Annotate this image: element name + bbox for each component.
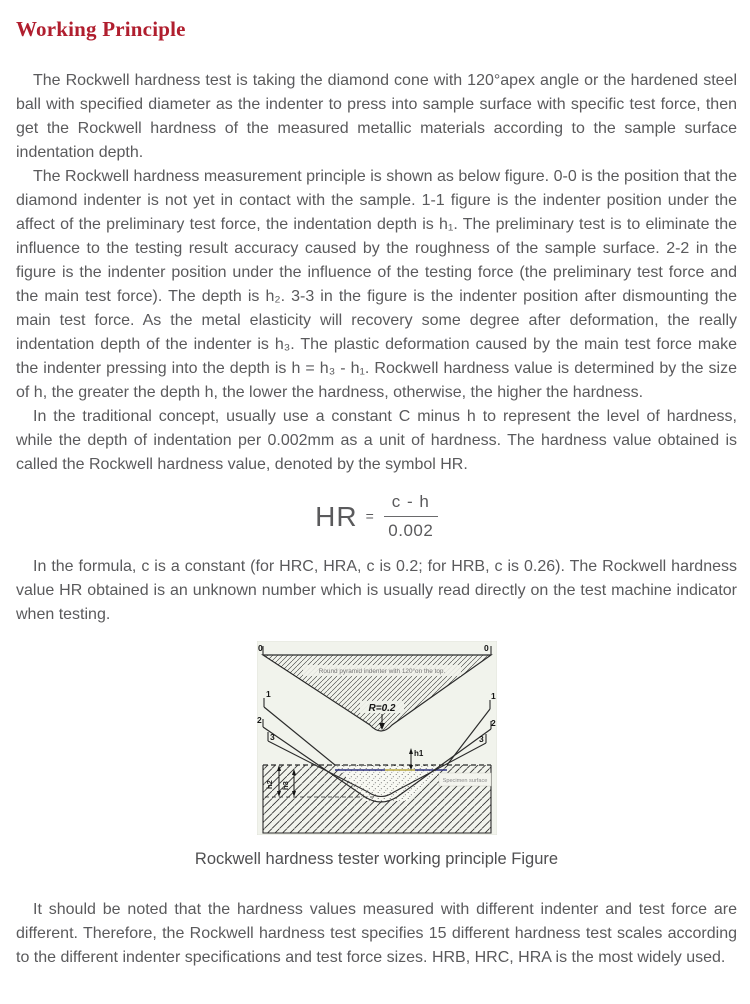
formula-numerator: c - h	[384, 492, 438, 517]
label-2-right: 2	[490, 717, 496, 728]
formula-lhs: HR	[315, 501, 358, 533]
label-2-left: 2	[256, 714, 262, 725]
h1-label: h1	[413, 748, 423, 758]
hardness-formula	[16, 477, 737, 555]
h3-label: h3	[280, 781, 290, 790]
label-3-left: 3	[269, 731, 275, 742]
figure-image	[257, 641, 497, 835]
formula-denominator: 0.002	[388, 521, 434, 541]
working-principle-diagram	[257, 641, 497, 835]
formula-fraction	[384, 492, 438, 542]
paragraph-measurement-principle: The Rockwell hardness measurement principle is shown as below figure. 0-0 is the position that the diamond indenter is not yet in contact with the sample. 1-1 figure is the indenter position under the affect of the preliminary test force, the indentation depth is h₁. The preliminary test is to eliminate the influence to the testing result accuracy caused by the roughness of the sample surface. 2-2 in the figure is the indenter position under the influence of the testing force (the preliminary test force and the main test force). The depth is h₂. 3-3 in the figure is the indenter position after dismounting the main test force. As the metal elasticity will recovery some degree after deformation, the really indentation depth of the indenter is h₃. The plastic deformation caused by the main test force make the indenter pressing into the depth is h = h₃ - h₁. Rockwell hardness value is determined by the size of h, the greater the depth h, the lower the hardness, otherwise, the higher the hardness.	[16, 168, 737, 401]
formula-equals: =	[365, 508, 374, 525]
paragraph-intro: The Rockwell hardness test is taking the diamond cone with 120°apex angle or the hardened steel ball with specified diameter as the indenter to press into sample surface with specific test force, then get the Rockwell hardness of the measured metallic materials according to the sample surface indentation depth.	[16, 72, 737, 161]
working-principle-figure	[16, 641, 737, 870]
label-1-left: 1	[265, 688, 271, 699]
specimen-surface-label: Specimen surface	[442, 777, 487, 784]
paragraph-closing: It should be noted that the hardness values measured with different indenter and test force are different. Therefore, the Rockwell hardness test specifies 15 different hardness test scales according to the different indenter specifications and test force sizes. HRB, HRC, HRA is the most widely used.	[16, 900, 737, 966]
figure-caption: Rockwell hardness tester working principle Figure	[194, 849, 559, 868]
radius-label: R=0.2	[368, 702, 395, 714]
label-3-right: 3	[478, 733, 484, 744]
label-0-left: 0	[257, 642, 263, 653]
h2-label: h2	[264, 780, 274, 789]
indenter-label: Round pyramid indenter with 120°on the top.	[318, 667, 445, 675]
page-title: Working Principle	[16, 17, 186, 41]
paragraph-formula-explanation: In the formula, c is a constant (for HRC, HRA, c is 0.2; for HRB, c is 0.26). The Rockwell hardness value HR obtained is an unknown number which is usually read directly on the test machine indicator when testing.	[16, 557, 737, 623]
label-1-right: 1	[490, 690, 496, 701]
paragraph-traditional-concept: In the traditional concept, usually use a constant C minus h to represent the level of hardness, while the depth of indentation per 0.002mm as a unit of hardness. The hardness value obtained is called the Rockwell hardness value, denoted by the symbol HR.	[16, 408, 737, 473]
label-0-right: 0	[483, 642, 489, 653]
